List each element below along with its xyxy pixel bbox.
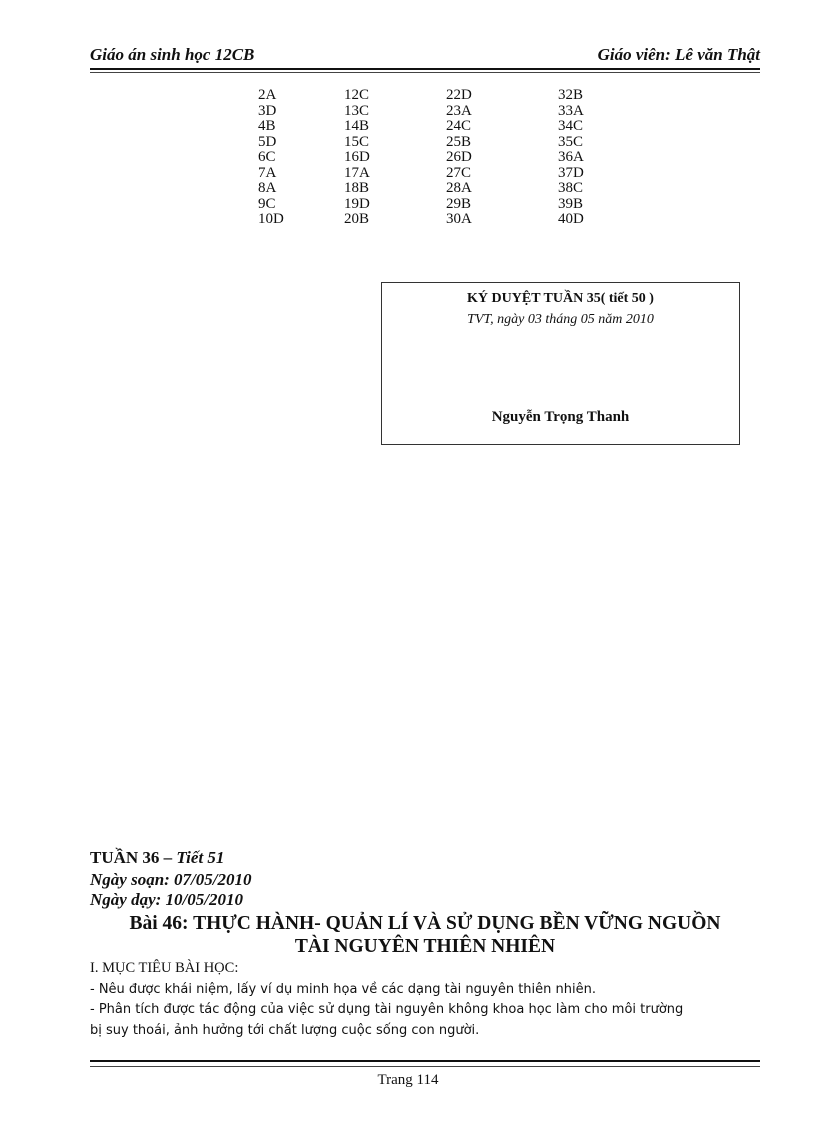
header-rule-thick (90, 68, 760, 70)
answer-cell: 10D (258, 211, 284, 227)
answer-cell: 6C (258, 149, 276, 165)
lesson-title (80, 912, 770, 958)
approval-box (381, 282, 740, 445)
answer-cell: 4B (258, 118, 276, 134)
answer-cell: 30A (446, 211, 472, 227)
answer-cell: 14B (344, 118, 370, 134)
answer-cell: 27C (446, 164, 472, 181)
footer-rule-thick (90, 1060, 760, 1062)
answer-cell: 36A (558, 149, 584, 165)
approval-title: KÝ DUYỆT TUẦN 35( tiết 50 ) (467, 291, 654, 306)
approval-date: TVT, ngày 03 tháng 05 năm 2010 (467, 312, 654, 327)
lesson-title-line-2: TÀI NGUYÊN THIÊN NHIÊN (294, 936, 556, 957)
answer-row (258, 181, 618, 197)
answer-cell: 8A (258, 180, 277, 196)
answer-cell: 3D (258, 102, 277, 119)
answer-cell: 5D (258, 133, 277, 150)
objective-2-line-1: - Phân tích được tác động của việc sử dụng tài nguyên không khoa học làm cho môi trường (90, 1002, 684, 1017)
taught-date: Ngày dạy: 10/05/2010 (90, 890, 243, 909)
answer-cell: 39B (558, 195, 584, 212)
header-rule-thin (90, 72, 760, 73)
answer-cell: 37D (558, 164, 584, 181)
week-label: TUẦN 36 – (90, 848, 177, 867)
answer-cell: 35C (558, 133, 584, 150)
answer-row (258, 166, 618, 182)
answer-cell: 38C (558, 180, 584, 196)
lesson-title-line-1: Bài 46: THỰC HÀNH- QUẢN LÍ VÀ SỬ DỤNG BỀN VỮNG NGUỒN (129, 913, 721, 934)
answer-row (258, 104, 618, 120)
answer-row (258, 150, 618, 166)
answer-cell: 26D (446, 149, 472, 165)
footer-rule-thin (90, 1066, 760, 1067)
answer-cell: 19D (344, 195, 370, 212)
week-period (90, 848, 224, 868)
answer-cell: 12C (344, 87, 370, 103)
answer-cell: 9C (258, 195, 276, 212)
page-header (90, 45, 760, 67)
answer-cell: 29B (446, 195, 472, 212)
page-number: Trang 114 (377, 1072, 439, 1088)
answer-cell: 15C (344, 133, 370, 150)
objective-2-line-2: bị suy thoái, ảnh hưởng tới chất lượng cuộc sống con người. (90, 1023, 480, 1038)
answer-row (258, 119, 618, 135)
answer-cell: 32B (558, 87, 584, 103)
answer-cell: 20B (344, 211, 370, 227)
answer-row (258, 88, 618, 104)
answer-cell: 28A (446, 180, 472, 196)
answer-cell: 13C (344, 102, 370, 119)
answer-cell: 34C (558, 118, 584, 134)
answer-cell: 23A (446, 102, 472, 119)
answer-cell: 25B (446, 133, 472, 150)
answer-key-table (258, 88, 618, 228)
header-course-title: Giáo án sinh học 12CB (90, 45, 255, 64)
prepared-date: Ngày soạn: 07/05/2010 (90, 870, 252, 889)
objectives-heading: I. MỤC TIÊU BÀI HỌC: (90, 960, 239, 976)
header-teacher-name: Giáo viên: Lê văn Thật (597, 45, 760, 64)
answer-cell: 17A (344, 164, 370, 181)
answer-row (258, 212, 618, 228)
answer-row (258, 135, 618, 151)
answer-cell: 16D (344, 149, 370, 165)
answer-cell: 24C (446, 118, 472, 134)
period-label: Tiết 51 (176, 848, 225, 867)
answer-cell: 33A (558, 102, 584, 119)
answer-cell: 40D (558, 211, 584, 227)
objective-1: - Nêu được khái niệm, lấy ví dụ minh họa về các dạng tài nguyên thiên nhiên. (90, 982, 596, 997)
answer-cell: 2A (258, 87, 277, 103)
answer-cell: 18B (344, 180, 370, 196)
answer-row (258, 197, 618, 213)
answer-cell: 22D (446, 87, 472, 103)
approval-signer: Nguyễn Trọng Thanh (491, 409, 630, 425)
answer-cell: 7A (258, 164, 277, 181)
